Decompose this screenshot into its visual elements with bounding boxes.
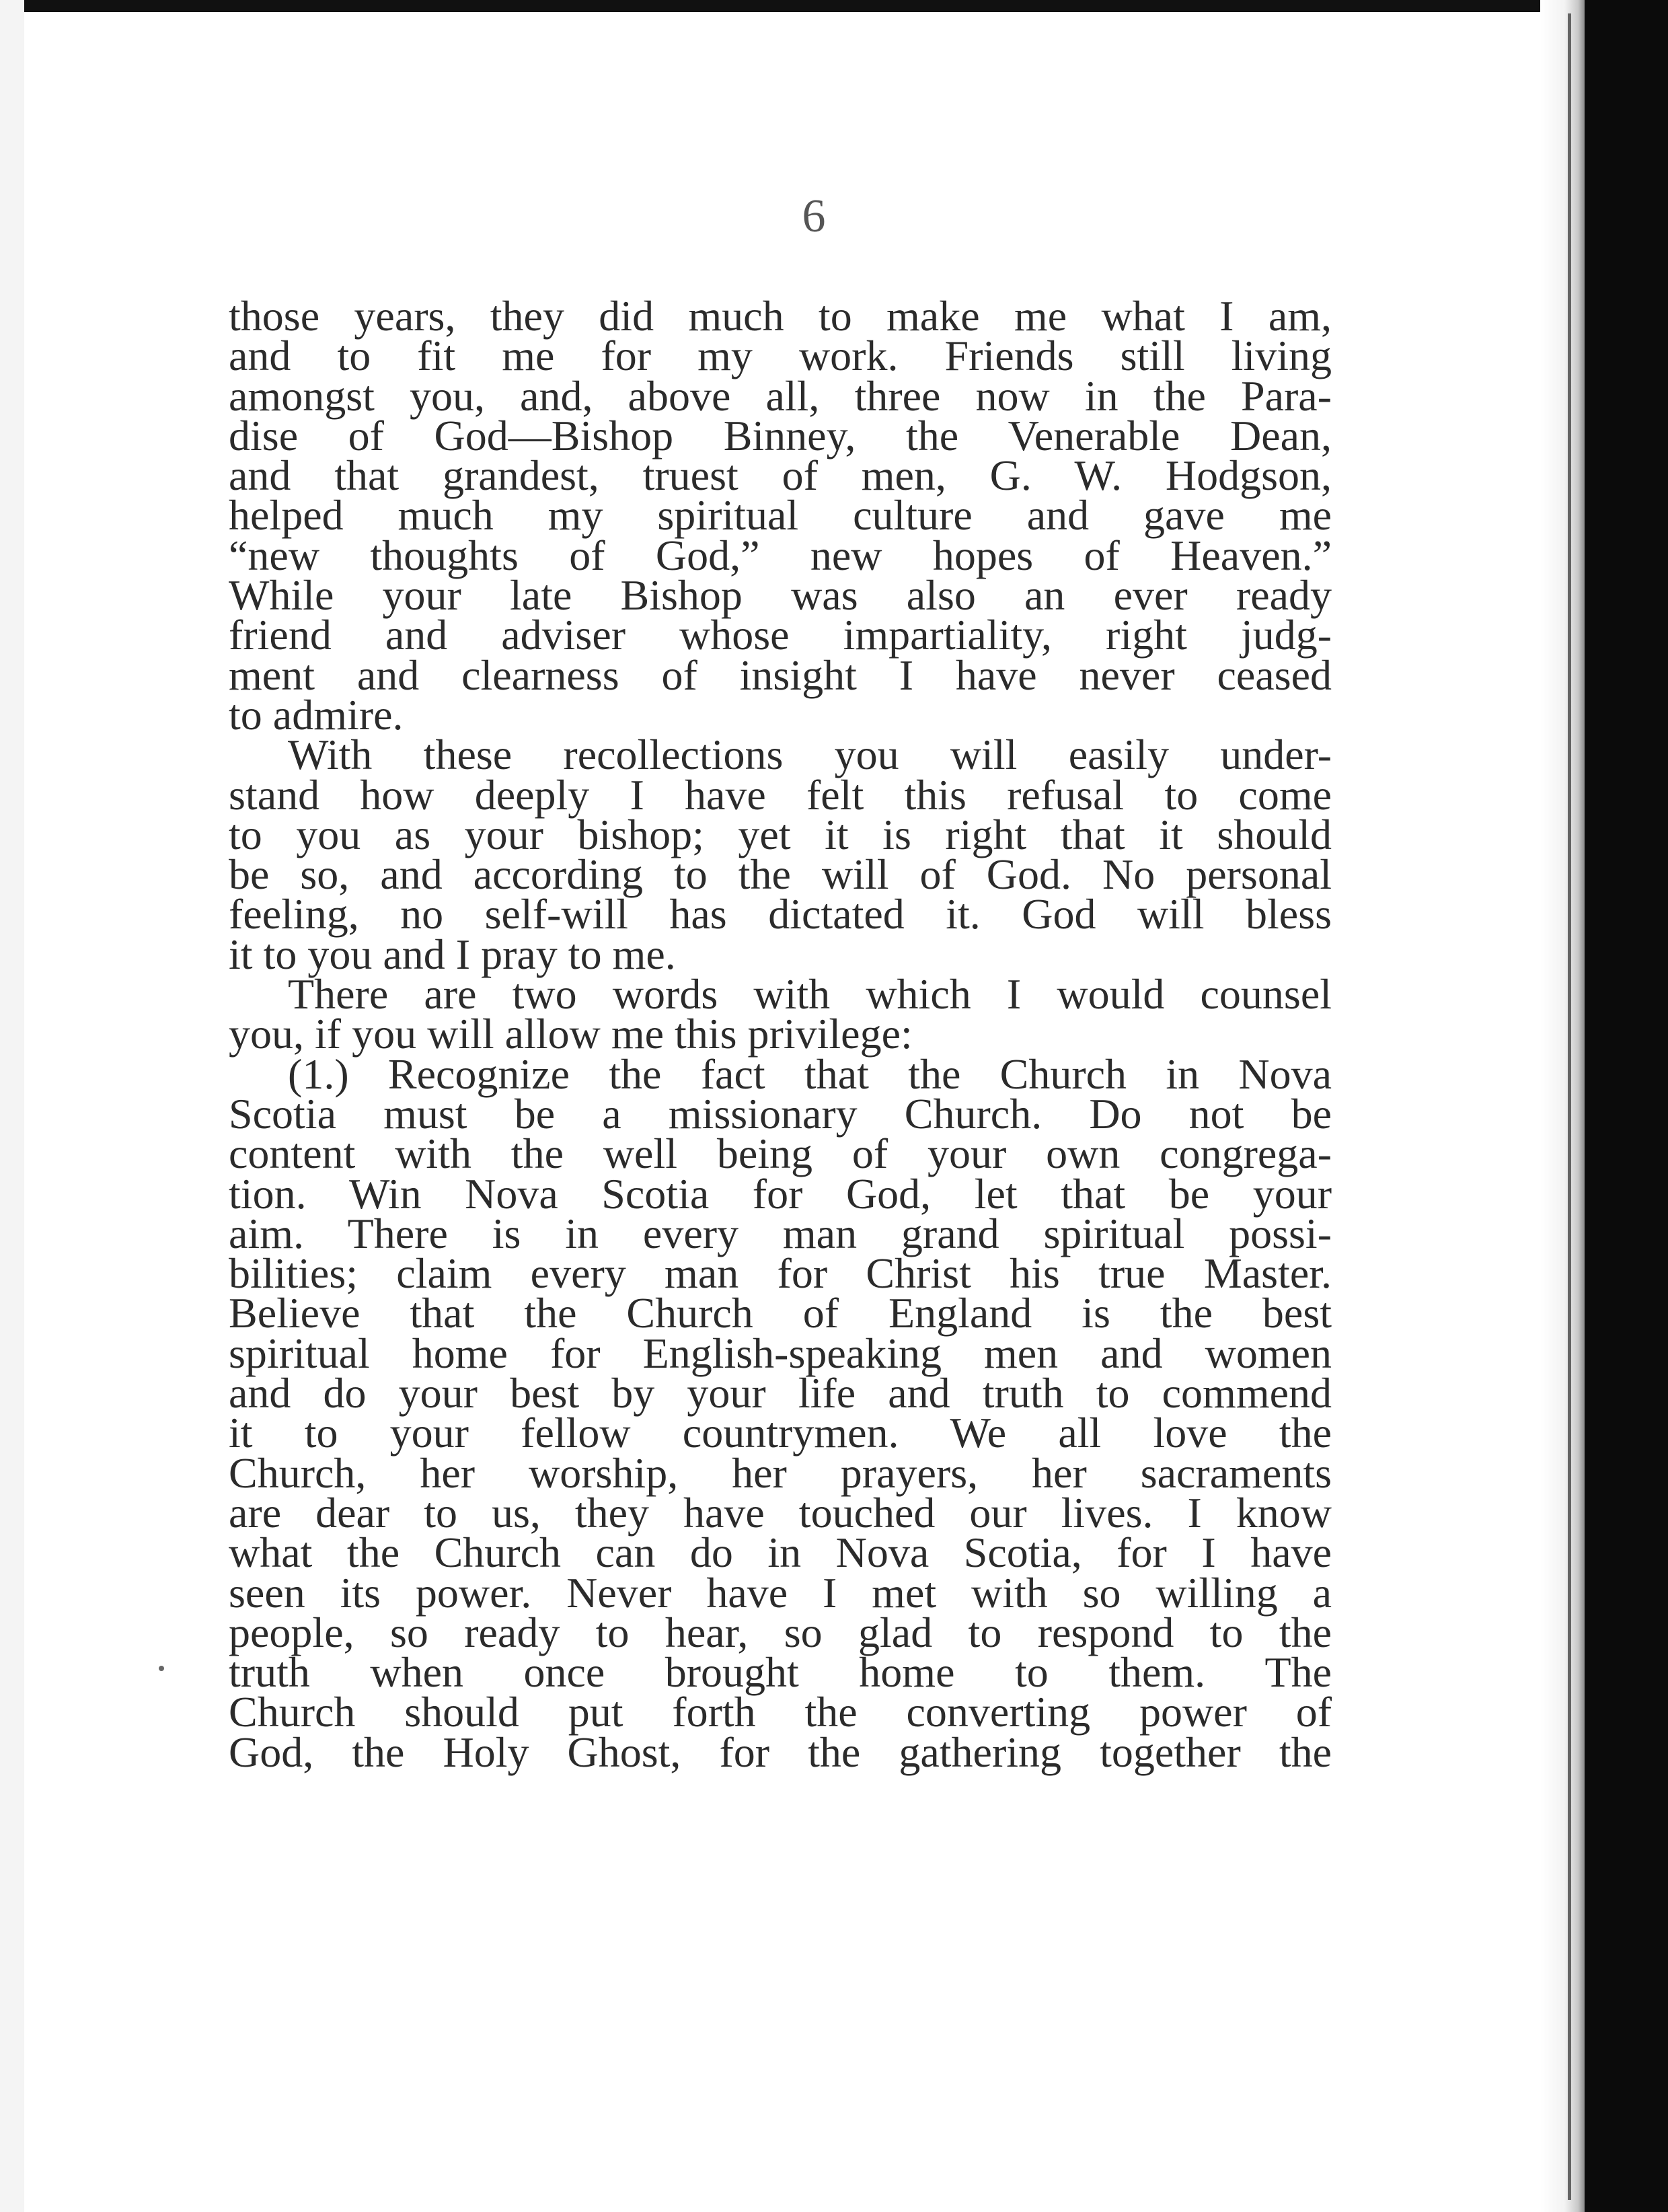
- text-line: Church should put forth the converting power of: [229, 1688, 1332, 1736]
- text-line: stand how deeply I have felt this refusal to come: [229, 770, 1332, 819]
- text-line: helped much my spiritual culture and gave me: [229, 491, 1332, 540]
- text-line: “new thoughts of God,” new hopes of Heaven.”: [229, 531, 1332, 579]
- text-line: friend and adviser whose impartiality, right judg-: [229, 611, 1332, 659]
- text-line: you, if you will allow me this privilege:: [229, 1010, 913, 1058]
- book-gutter-line: [1568, 13, 1571, 2200]
- text-line: (1.) Recognize the fact that the Church in Nova: [288, 1049, 1332, 1098]
- text-line: be so, and according to the will of God. No personal: [229, 850, 1332, 899]
- text-line: amongst you, and, above all, three now in the Para-: [229, 371, 1332, 420]
- text-line: to admire.: [229, 690, 404, 739]
- page-number: 6: [802, 190, 826, 242]
- text-line: With these recollections you will easily under-: [288, 731, 1332, 779]
- text-line: There are two words with which I would counsel: [288, 970, 1332, 1019]
- text-line: tion. Win Nova Scotia for God, let that be your: [229, 1169, 1332, 1218]
- text-line: those years, they did much to make me what I am,: [229, 292, 1332, 340]
- text-line: spiritual home for English-speaking men and women: [229, 1329, 1332, 1377]
- text-line: truth when once brought home to them. The: [229, 1648, 1332, 1697]
- book-gutter-shadow: [1540, 0, 1585, 2212]
- text-line: people, so ready to hear, so glad to respond to the: [229, 1608, 1332, 1656]
- text-line: it to you and I pray to me.: [229, 930, 676, 978]
- text-line: While your late Bishop was also an ever ready: [229, 571, 1332, 620]
- text-line: God, the Holy Ghost, for the gathering together the: [229, 1728, 1332, 1776]
- text-line: ment and clearness of insight I have never ceased: [229, 651, 1332, 699]
- scan-speck: [159, 1666, 164, 1671]
- scan-right-border: [1585, 0, 1668, 2212]
- text-line: content with the well being of your own congrega-: [229, 1130, 1332, 1178]
- text-line: dise of God—Bishop Binney, the Venerable Dean,: [229, 411, 1332, 459]
- text-line: Church, her worship, her prayers, her sacraments: [229, 1448, 1332, 1497]
- text-line: bilities; claim every man for Christ his true Master.: [229, 1249, 1332, 1298]
- text-line: Scotia must be a missionary Church. Do not be: [229, 1089, 1332, 1138]
- text-line: and that grandest, truest of men, G. W. Hodgson,: [229, 451, 1332, 500]
- text-line: aim. There is in every man grand spiritual possi-: [229, 1209, 1332, 1257]
- text-line: seen its power. Never have I met with so willing a: [229, 1568, 1332, 1617]
- text-line: and to fit me for my work. Friends still living: [229, 332, 1332, 380]
- text-line: it to your fellow countrymen. We all love the: [229, 1409, 1332, 1457]
- text-line: are dear to us, they have touched our lives. I know: [229, 1488, 1332, 1537]
- body-text: [229, 292, 1332, 1776]
- text-line: what the Church can do in Nova Scotia, for I have: [229, 1528, 1332, 1577]
- text-line: and do your best by your life and truth to commend: [229, 1369, 1332, 1417]
- text-line: feeling, no self-will has dictated it. God will bless: [229, 890, 1332, 938]
- scan-left-margin: [0, 0, 24, 2212]
- scan-top-border: [0, 0, 1668, 12]
- text-line: to you as your bishop; yet it is right that it should: [229, 810, 1332, 858]
- text-line: Believe that the Church of England is the best: [229, 1289, 1332, 1337]
